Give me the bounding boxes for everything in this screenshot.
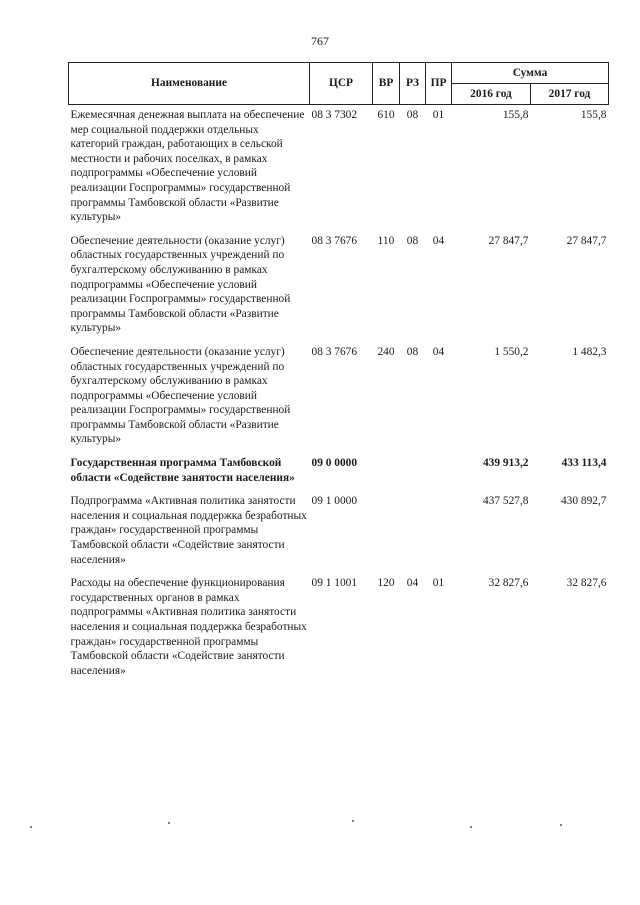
row-vr: 610 [377,109,395,121]
row-vr [373,491,400,573]
row-csr: 09 0 0000 [311,457,358,470]
row-rz: 08 [406,234,419,247]
header-2017: 2017 год [531,84,609,105]
row-csr: 08 3 7676 [311,345,358,358]
row-sum-2017: 32 827,6 [566,577,607,590]
scan-speck [470,826,472,828]
row-rz: 08 [406,109,419,121]
row-pr [426,453,452,491]
table-row-program [69,453,609,491]
table-row [69,491,609,573]
row-vr: 110 [377,234,395,247]
header-name: Наименование [69,63,310,105]
scan-speck [30,826,32,828]
row-rz: 08 [406,345,419,358]
row-sum-2016: 1 550,2 [494,345,529,358]
row-csr: 09 1 0000 [311,495,358,508]
table-row [69,105,609,231]
header-rz: РЗ [400,63,426,105]
table-row [69,342,609,453]
header-2016: 2016 год [452,84,531,105]
row-sum-2017: 27 847,7 [566,234,607,247]
header-pr: ПР [426,63,452,105]
row-sum-2016: 439 913,2 [482,457,529,470]
header-sum: Сумма [452,63,609,84]
row-pr: 04 [432,234,445,247]
row-sum-2016: 32 827,6 [488,577,529,590]
row-name: Обеспечение деятельности (оказание услуг) областных государственных учреждений по бухгалтерскому обслуживанию в рамках подпрограммы «Обеспечение условий реализации Госпрограммы» государственной программы Тамбовской области «Развитие культуры» [70,345,291,446]
scan-speck [352,820,354,822]
row-sum-2017: 155,8 [580,109,607,121]
row-vr [373,453,400,491]
row-pr [426,491,452,573]
row-pr: 01 [432,577,445,590]
row-pr: 04 [432,345,445,358]
row-csr: 09 1 1001 [311,577,358,590]
row-rz [400,453,426,491]
row-sum-2017: 430 892,7 [560,495,607,508]
row-sum-2016: 155,8 [502,109,529,121]
row-sum-2017: 433 113,4 [561,457,607,470]
scan-speck [168,822,170,824]
row-sum-2017: 1 482,3 [572,345,607,358]
row-sum-2016: 437 527,8 [482,495,529,508]
row-name: Государственная программа Тамбовской области «Содействие занятости населения» [70,457,295,484]
row-vr: 240 [377,345,395,358]
row-name: Ежемесячная денежная выплата на обеспечение мер социальной поддержки отдельных категорий граждан, работающих в сельской местности и рабочих поселках, в рамках подпрограммы «Обеспечение условий реализации Госпрограммы» государственной программы Тамбовской области «Развитие культуры» [70,109,305,224]
header-csr: ЦСР [310,63,373,105]
budget-table [68,62,609,684]
table-row [69,231,609,342]
row-rz [400,491,426,573]
row-vr: 120 [377,577,395,590]
row-sum-2016: 27 847,7 [488,234,529,247]
row-pr: 01 [432,109,445,121]
row-csr: 08 3 7302 [311,109,358,121]
scan-speck [560,824,562,826]
row-name: Расходы на обеспечение функционирования государственных органов в рамках подпрограммы «Активная политика занятости населения и социальная поддержка безработных граждан» государственной программы Тамбовской области «Содействие занятости населения» [70,577,307,677]
row-name: Обеспечение деятельности (оказание услуг) областных государственных учреждений по бухгалтерскому обслуживанию в рамках подпрограммы «Обеспечение условий реализации Госпрограммы» государственной программы Тамбовской области «Развитие культуры» [70,234,291,335]
header-vr: ВР [373,63,400,105]
row-rz: 04 [406,577,419,590]
row-csr: 08 3 7676 [311,234,358,247]
table-row [69,573,609,684]
page-number: 767 [311,34,329,48]
row-name: Подпрограмма «Активная политика занятости населения и социальная поддержка безработных граждан» государственной программы Тамбовской области «Содействие занятости населения» [70,495,307,566]
